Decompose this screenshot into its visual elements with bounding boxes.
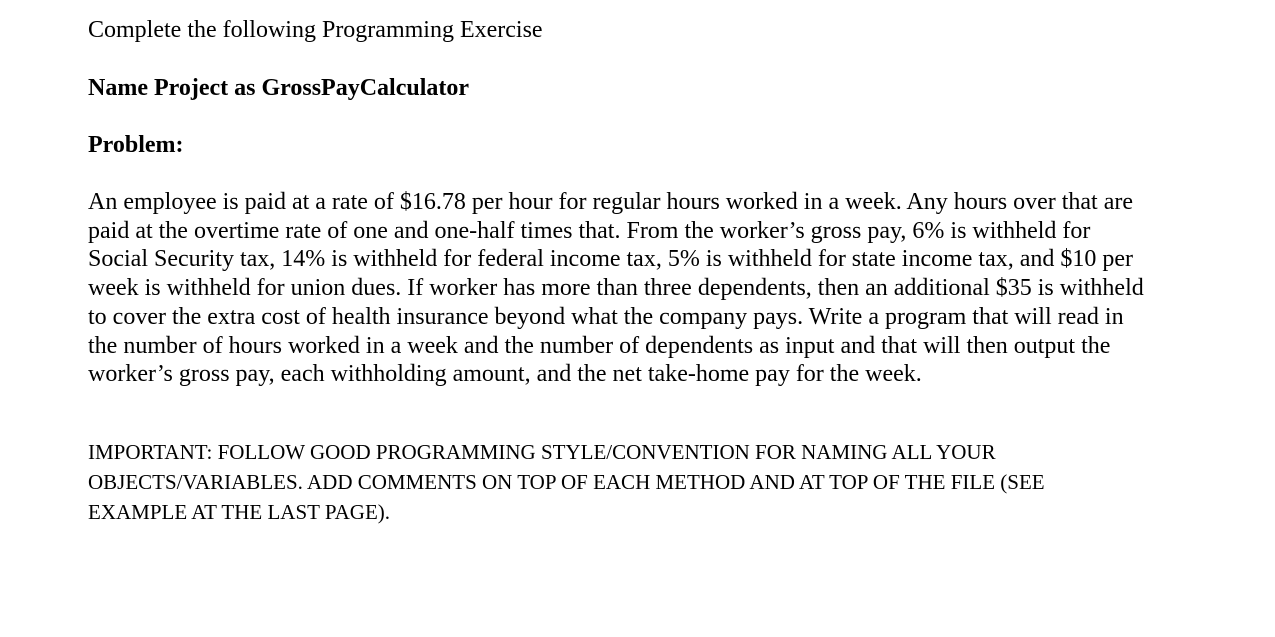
important-line: IMPORTANT: FOLLOW GOOD PROGRAMMING STYLE/CONVENTION FOR NAMING ALL YOUR (88, 440, 996, 464)
problem-line: worker’s gross pay, each withholding amount, and the net take-home pay for the week. (88, 361, 922, 388)
important-line: EXAMPLE AT THE LAST PAGE). (88, 500, 391, 524)
problem-line: to cover the extra cost of health insurance beyond what the company pays. Write a program that will read in (88, 303, 1124, 330)
problem-line: the number of hours worked in a week and the number of dependents as input and that will then output the (88, 332, 1111, 359)
problem-heading: Problem: (88, 132, 184, 158)
intro-text: Complete the following Programming Exercise (88, 17, 543, 43)
project-name-heading: Name Project as GrossPayCalculator (88, 75, 470, 101)
important-notice (88, 437, 1198, 527)
problem-description (88, 188, 1198, 389)
problem-line: paid at the overtime rate of one and one-half times that. From the worker’s gross pay, 6% is withheld for (88, 217, 1091, 244)
important-line: OBJECTS/VARIABLES. ADD COMMENTS ON TOP OF EACH METHOD AND AT TOP OF THE FILE (SEE (88, 470, 1045, 494)
problem-line: week is withheld for union dues. If worker has more than three dependents, then an additional $35 is withheld (88, 275, 1144, 302)
problem-line: Social Security tax, 14% is withheld for federal income tax, 5% is withheld for state income tax, and $10 per (88, 246, 1134, 273)
problem-line: An employee is paid at a rate of $16.78 per hour for regular hours worked in a week. Any hours over that are (88, 189, 1133, 215)
